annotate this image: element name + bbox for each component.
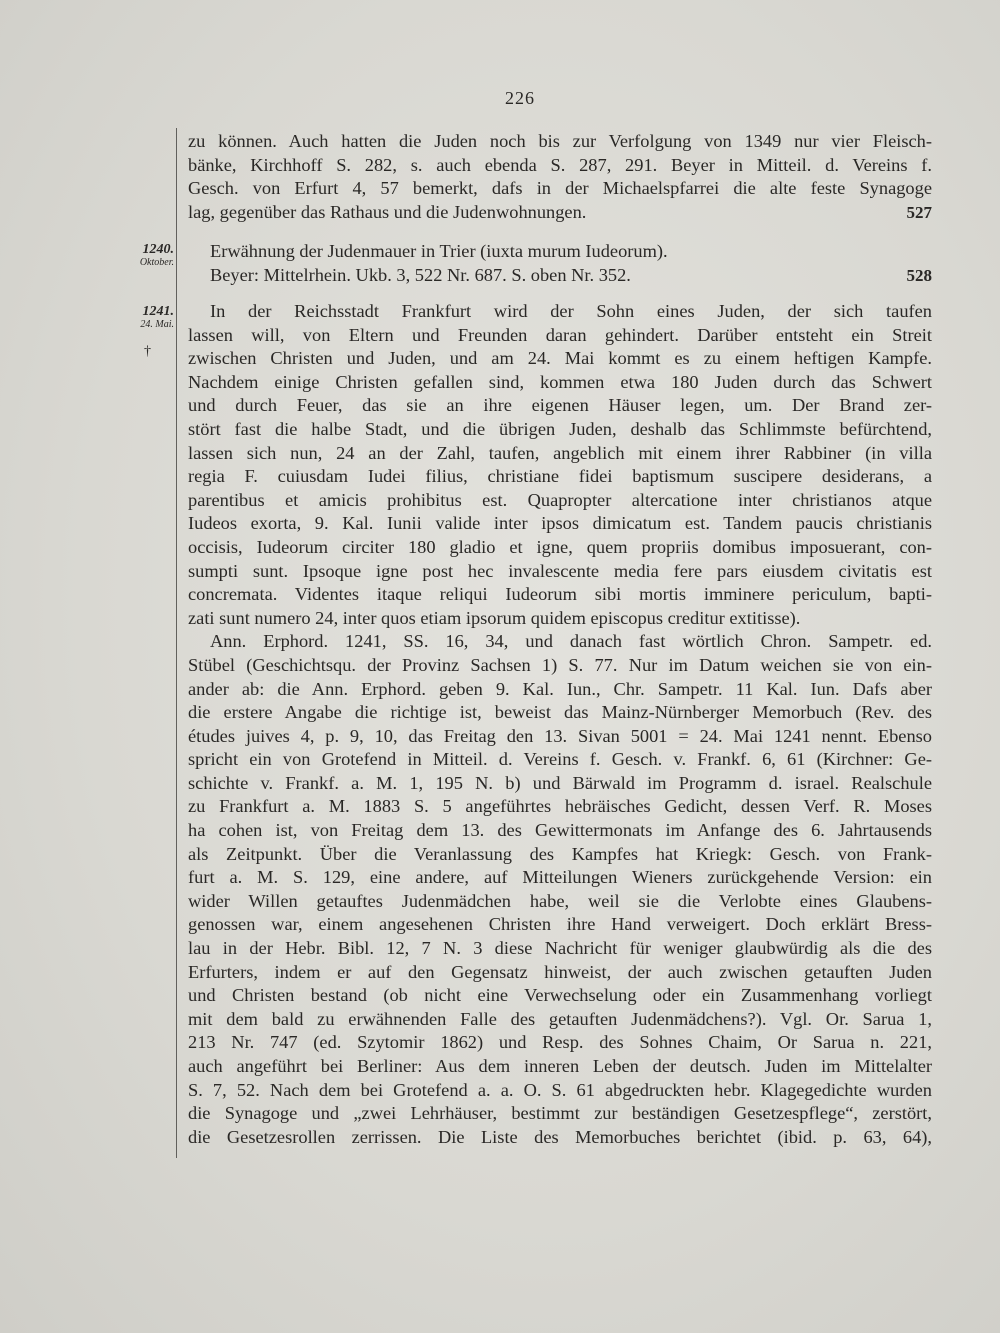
text-line: auch angeführt bei Berliner: Aus dem inneren Leben der deutsch. Juden im Mittelalter: [188, 1056, 932, 1076]
text-line: furt a. M. S. 129, eine andere, auf Mitteilungen Wieners zurückgehende Version: ein: [188, 867, 932, 888]
text-line: Iudeos exorta, 9. Kal. Iunii valide inter ipsos dimicatum est. Tandem paucis christianis: [188, 513, 932, 534]
margin-note-1240: [100, 242, 174, 268]
text-line: als Zeitpunkt. Über die Veranlassung des Kampfes hat Kriegk: Gesch. von Frank-: [188, 843, 932, 864]
margin-note-date: Oktober.: [139, 257, 174, 269]
text-line: lassen sich nun, 24 an der Zahl, taufen, angeblich mit einem ihrer Rabbiner (in villa: [188, 442, 932, 463]
text-line: Stübel (Geschichtsqu. der Provinz Sachsen 1) S. 77. Nur im Datum weichen sie von ein-: [188, 654, 932, 675]
text-line: Gesch. von Erfurt 4, 57 bemerkt, dafs in der Michaelspfarrei die alte feste Synagoge: [188, 178, 932, 199]
margin-note-year: 1241.: [142, 304, 174, 319]
text-line: spricht ein von Grotefend in Mitteil. d. Vereins f. Gesch. v. Frankf. 6, 61 (Kirchner: Ge-: [188, 749, 932, 770]
margin-note-date: 24. Mai.: [140, 319, 174, 331]
entry-1241-frankfurt: [188, 300, 932, 1149]
text-line: ander ab: die Ann. Erphord. geben 9. Kal. Iun., Chr. Sampetr. 11 Kal. Iun. Dafs aber: [188, 678, 932, 699]
margin-rule: [176, 128, 177, 1158]
text-line: zwischen Christen und Juden, und am 24. Mai kommt es zu einem heftigen Kampfe.: [188, 348, 932, 369]
text-line: wider Willen getauftes Judenmädchen habe, weil sie die Verlobte eines Glaubens-: [188, 890, 932, 911]
margin-note-year: 1240.: [142, 242, 174, 257]
text-line: sumpti sunt. Ipsoque igne post hec invalescente media fere pars eiusdem civitatis est: [188, 560, 932, 581]
text-line: Erfurters, indem er auf den Gegensatz hinweist, der auch zwischen getauften Juden: [188, 961, 932, 982]
text-line: die Synagoge und „zwei Lehrhäuser, bestimmt zur beständigen Gesetzespflege“, zerstört,: [188, 1103, 932, 1124]
text-line: Ann. Erphord. 1241, SS. 16, 34, und danach fast wörtlich Chron. Sampetr. ed.: [210, 631, 932, 652]
text-line: S. 7, 52. Nach dem bei Grotefend a. a. O. S. 61 abgedruckten hebr. Klagegedichte wurden: [188, 1079, 932, 1100]
text-line-content: lag, gegenüber das Rathaus und die Judenwohnungen.: [188, 201, 587, 222]
text-line: die Gesetzesrollen zerrissen. Die Liste des Memorbuches berichtet (ibid. p. 63, 64),: [188, 1126, 932, 1147]
text-line: regia F. cuiusdam Iudei filius, christiane fidei baptismum suscipere desiderans, a: [188, 466, 932, 487]
text-line: ha cohen ist, von Freitag dem 13. des Gewittermonats im Anfange des 6. Jahrtausends: [188, 820, 932, 841]
entry-528: [188, 240, 932, 287]
text-line: schichte v. Frankf. a. M. 1, 195 N. b) und Bärwald im Programm d. israel. Realschule: [188, 772, 932, 793]
entry-number: 528: [906, 265, 932, 285]
entry-527: [188, 130, 932, 224]
text-line: lassen will, von Eltern und Freunden daran gehindert. Darüber entsteht ein Streit: [188, 324, 932, 345]
text-line: und Christen bestand (ob nicht eine Verwechselung oder ein Zusammenhang vorliegt: [188, 985, 932, 1006]
text-line: zu können. Auch hatten die Juden noch bis zur Verfolgung von 1349 nur vier Fleisch-: [188, 131, 932, 151]
text-line: zati sunt numero 24, inter quos etiam ipsorum quidem episcopus creditur extitisse).: [188, 607, 801, 628]
text-line: genossen war, einem angesehenen Christen ihre Hand verweigert. Doch erklärt Bress-: [188, 914, 932, 935]
text-line: [188, 201, 932, 225]
text-line: mit dem bald zu erwähnenden Falle des getauften Judenmädchens?). Vgl. Or. Sarua 1,: [188, 1008, 932, 1029]
text-line: concremata. Videntes itaque reliqui Iudeorum sibi mortis imminere periculum, bapti-: [188, 584, 932, 605]
text-line: die erstere Angabe die richtige ist, beweist das Mainz-Nürnberger Memorbuch (Rev. des: [188, 702, 932, 723]
text-line-content: Beyer: Mittelrhein. Ukb. 3, 522 Nr. 687. S. oben Nr. 352.: [210, 264, 631, 285]
text-line: parentibus et amicis prohibitus est. Quapropter altercatione inter christianos atque: [188, 489, 932, 510]
text-line: stört fast die halbe Stadt, und die übrigen Juden, deshalb das Schlimmste befürchtend,: [188, 418, 932, 439]
page-number: 226: [505, 88, 535, 108]
text-line: études juives 4, p. 9, 10, das Freitag den 13. Sivan 5001 = 24. Mai 1241 nennt. Ebenso: [188, 725, 932, 746]
text-line: In der Reichsstadt Frankfurt wird der Sohn eines Juden, der sich taufen: [210, 301, 932, 321]
text-line: [188, 264, 932, 288]
dagger-mark: †: [144, 344, 151, 359]
text-line: bänke, Kirchhoff S. 282, s. auch ebenda S. 287, 291. Beyer in Mitteil. d. Vereins f.: [188, 154, 932, 175]
text-line: lau in der Hebr. Bibl. 12, 7 N. 3 diese Nachricht für weniger glaubwürdig als die des: [188, 938, 932, 959]
margin-note-1241: [100, 304, 174, 330]
text-line: und durch Feuer, das sie an ihre eigenen Häuser legen, um. Der Brand zer-: [188, 395, 932, 416]
text-line: zu Frankfurt a. M. 1883 S. 5 angeführtes hebräisches Gedicht, dessen Verf. R. Moses: [188, 796, 932, 817]
text-line: 213 Nr. 747 (ed. Szytomir 1862) und Resp. des Sohnes Chaim, Or Sarua n. 221,: [188, 1032, 932, 1053]
text-line: Erwähnung der Judenmauer in Trier (iuxta murum Iudeorum).: [210, 241, 668, 261]
text-line: occisis, Iudeorum circiter 180 gladio et igne, quem propriis domibus imposuerant, con-: [188, 536, 932, 557]
entry-number: 527: [906, 202, 932, 222]
text-line: Nachdem einige Christen gefallen sind, kommen etwa 180 Juden durch das Schwert: [188, 371, 932, 392]
